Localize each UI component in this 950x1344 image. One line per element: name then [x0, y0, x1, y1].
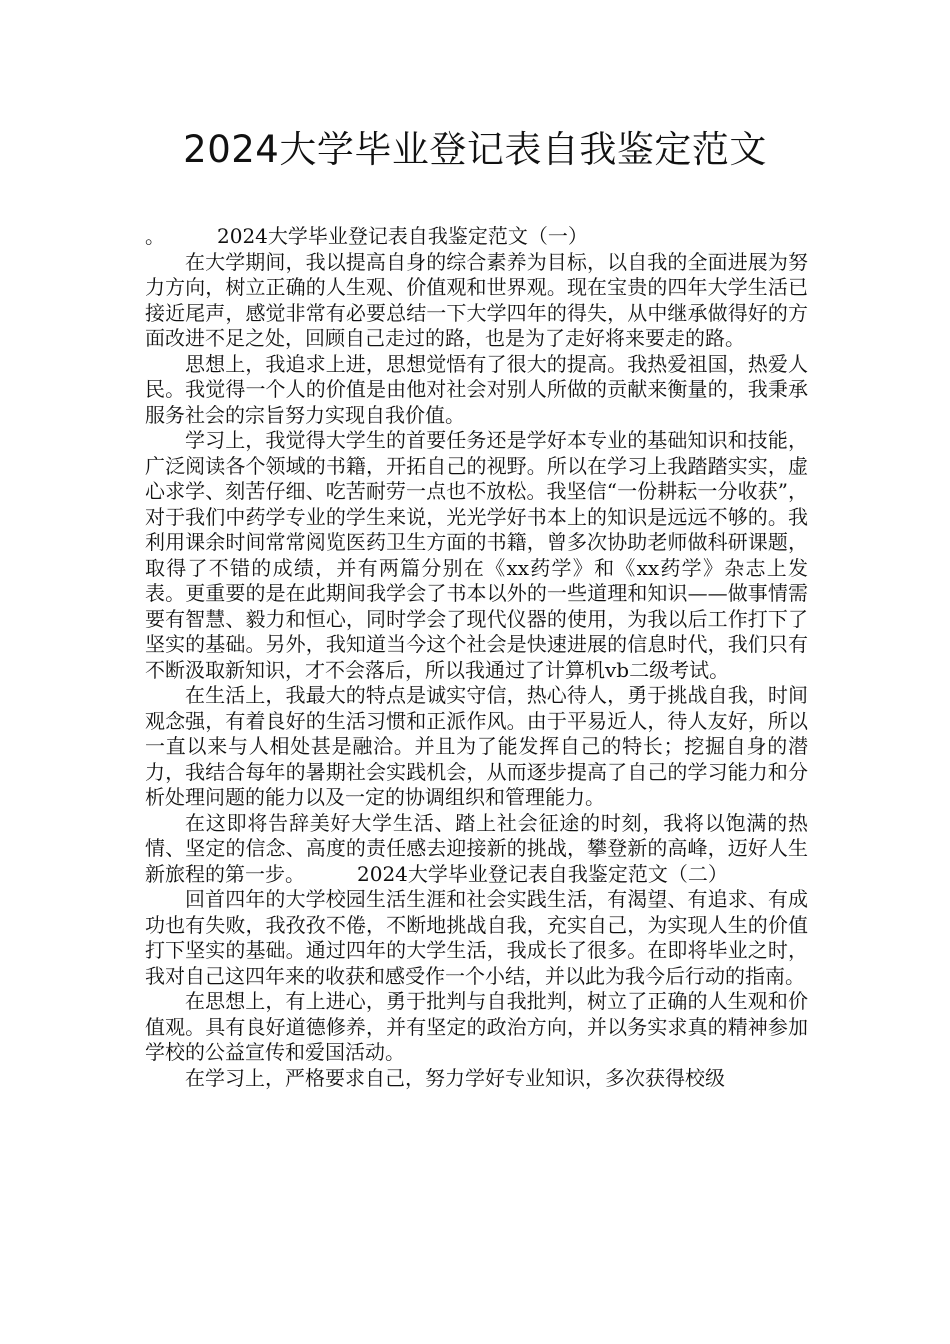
closing-paragraph: [145, 811, 808, 888]
document-body: [145, 224, 808, 1091]
paragraph: 在学习上，严格要求自己，努力学好专业知识，多次获得校级: [185, 1065, 725, 1090]
section1-heading: 2024大学毕业登记表自我鉴定范文（一）: [217, 224, 588, 248]
paragraph: 思想上，我追求上进，思想觉悟有了很大的提高。我热爱祖国，热爱人民。我觉得一个人的价值是由他对社会对别人所做的贡献来衡量的，我秉承服务社会的宗旨努力实现自我价值。: [145, 351, 808, 427]
paragraph: 回首四年的大学校园生活生涯和社会实践生活，有渴望、有追求、有成功也有失败，我孜孜不倦，不断地挑战自我，充实自己，为实现人生的价值打下坚实的基础。通过四年的大学生活，我成长了很多。在即将毕业之时，我对自己这四年来的收获和感受作一个小结，并以此为我今后行动的指南。: [145, 887, 808, 988]
paragraph: 学习上，我觉得大学生的首要任务还是学好本专业的基础知识和技能，广泛阅读各个领域的书籍，开拓自己的视野。所以在学习上我踏踏实实，虚心求学、刻苦仔细、吃苦耐劳一点也不放松。我坚信“一份耕耘一分收获”，对于我们中药学专业的学生来说，光光学好书本上的知识是远远不够的。我利用课余时间常常阅览医药卫生方面的书籍，曾多次协助老师做科研课题，取得了不错的成绩，并有两篇分别在《xx药学》和《xx药学》杂志上发表。更重要的是在此期间我学会了书本以外的一些道理和知识——做事情需要有智慧、毅力和恒心，同时学会了现代仪器的使用，为我以后工作打下了坚实的基础。另外，我知道当今这个社会是快速进展的信息时代，我们只有不断汲取新知识，才不会落后，所以我通过了计算机vb二级考试。: [145, 428, 808, 682]
section1-heading-line: [145, 224, 808, 250]
intro-mark: 。: [145, 224, 165, 248]
paragraph: 在生活上，我最大的特点是诚实守信，热心待人，勇于挑战自我，时间观念强，有着良好的生活习惯和正派作风。由于平易近人，待人友好，所以一直以来与人相处甚是融洽。并且为了能发挥自己的特长；挖掘自身的潜力，我结合每年的暑期社会实践机会，从而逐步提高了自己的学习能力和分析处理问题的能力以及一定的协调组织和管理能力。: [145, 683, 808, 809]
paragraph: 在思想上，有上进心，勇于批判与自我批判，树立了正确的人生观和价值观。具有良好道德修养，并有坚定的政治方向，并以务实求真的精神参加学校的公益宣传和爱国活动。: [145, 989, 808, 1064]
paragraph: 在大学期间，我以提高自身的综合素养为目标，以自我的全面进展为努力方向，树立正确的人生观、价值观和世界观。现在宝贵的四年大学生活已接近尾声，感觉非常有必要总结一下大学四年的得失，从中继承做得好的方面改进不足之处，回顾自己走过的路，也是为了走好将来要走的路。: [145, 249, 808, 350]
closing-text: 在这即将告辞美好大学生活、踏上社会征途的时刻，我将以饱满的热情、坚定的信念、高度的责任感去迎接新的挑战，攀登新的高峰，迈好人生新旅程的第一步。: [145, 810, 808, 886]
document-title: 2024大学毕业登记表自我鉴定范文: [183, 128, 767, 171]
section2-heading: 2024大学毕业登记表自我鉴定范文（二）: [357, 861, 728, 886]
